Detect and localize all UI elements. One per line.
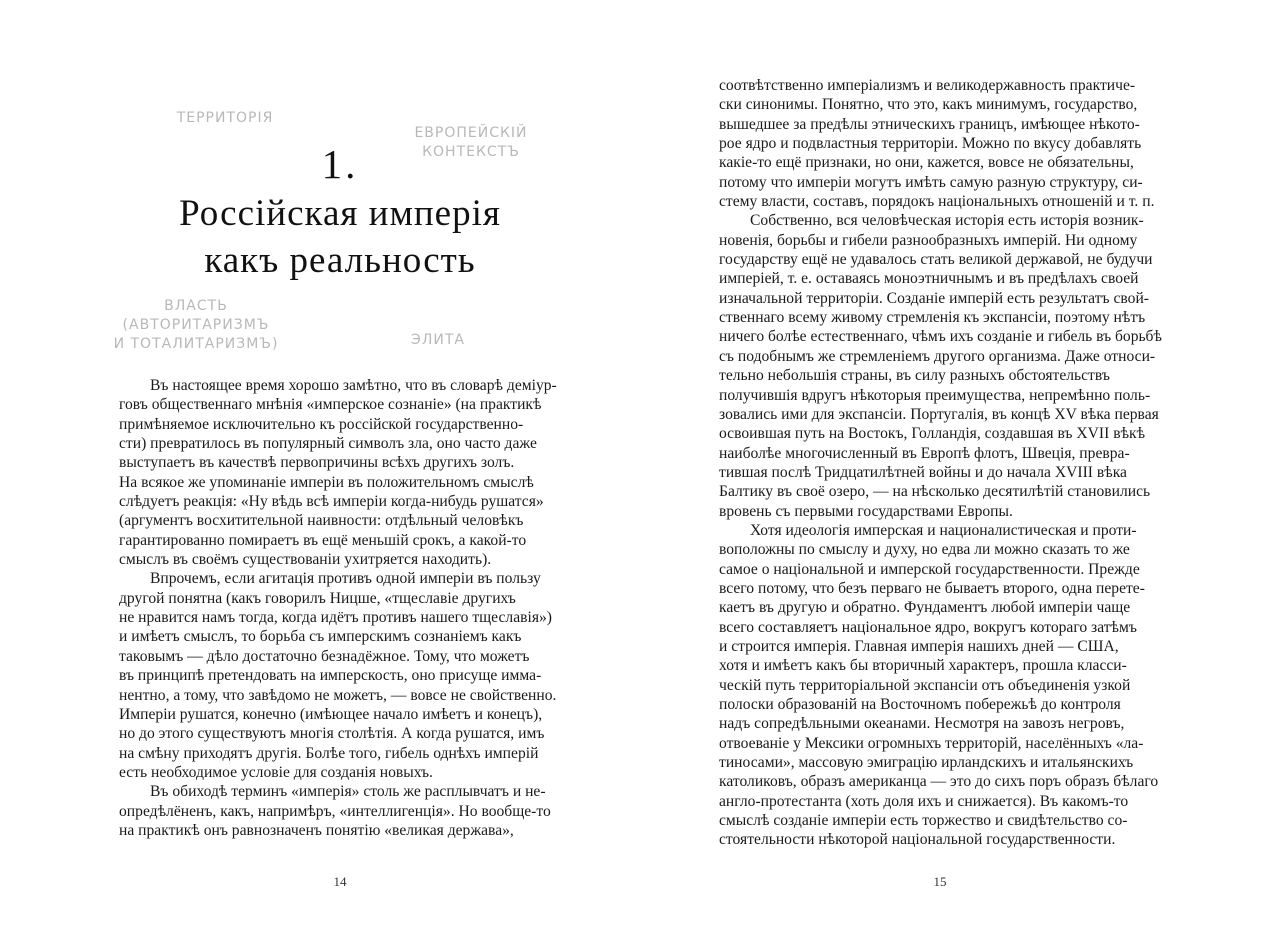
text-line: Въ настоящее время хорошо замѣтно, что въ словарѣ деміур- bbox=[150, 377, 557, 394]
text-line: говъ общественнаго мнѣнія «имперское сознаніе» (на практикѣ bbox=[119, 396, 542, 414]
text-line: тившая послѣ Тридцатилѣтней войны и до начала XVIII вѣка bbox=[719, 463, 1127, 481]
text-line: другой понятна (какъ говорилъ Ницше, «тщеславіе другихъ bbox=[119, 589, 516, 607]
text-line: съ подобнымъ же стремленіемъ другого организма. Даже относи- bbox=[719, 347, 1156, 365]
tag-context-line-2: КОНТЕКСТЪ bbox=[422, 144, 520, 160]
text-line: смыслѣ созданіе имперіи есть торжество и свидѣтельство со- bbox=[719, 812, 1128, 830]
text-line: католиковъ, образъ американца — это до сихъ поръ образъ бѣлаго bbox=[719, 773, 1159, 791]
text-line: освоившая путь на Востокъ, Голландія, создавшая въ XVII вѣкѣ bbox=[719, 425, 1146, 443]
text-line: тельно небольшія страны, въ силу разныхъ обстоятельствъ bbox=[719, 367, 1110, 385]
tag-elite-label: ЭЛИТА bbox=[411, 332, 465, 348]
text-line: и имѣетъ смыслъ, то борьба съ имперскимъ сознаніемъ какъ bbox=[119, 628, 522, 646]
text-line: каетъ въ другую и обратно. Фундаментъ любой имперіи чаще bbox=[719, 599, 1131, 617]
text-line: соотвѣтственно имперіализмъ и великодержавность практиче- bbox=[719, 77, 1136, 94]
tag-territory-label: ТЕРРИТОРІЯ bbox=[176, 110, 274, 126]
text-line: изначальной территоріи. Созданіе имперій есть результатъ свой- bbox=[719, 289, 1149, 307]
text-line: Собственно, вся человѣческая исторія есть исторія возник- bbox=[750, 212, 1144, 230]
text-line: Имперіи рушатся, конечно (имѣющее начало имѣетъ и конецъ), bbox=[119, 705, 543, 723]
text-line: ничего болѣе естественнаго, чѣмъ ихъ созданіе и гибель въ борьбѣ bbox=[719, 328, 1162, 346]
text-line: тиносами», массовую эмиграцію ирландскихъ и итальянскихъ bbox=[719, 754, 1134, 772]
text-line: получившія вдругъ нѣкоторыя преимущества, непремѣнно поль- bbox=[719, 386, 1151, 404]
text-line: смыслъ въ своёмъ существованіи ухитряется находить). bbox=[119, 551, 492, 569]
text-line: англо-протестанта (хоть доля ихъ и снижается). Въ какомъ-то bbox=[719, 792, 1129, 810]
text-line: зовались ими для экспансіи. Португалія, въ концѣ XV вѣка первая bbox=[719, 405, 1159, 423]
text-line: выступаетъ въ качествѣ первопричины всѣхъ другихъ золъ. bbox=[119, 454, 515, 472]
text-line: самое о національной и имперской государственности. Прежде bbox=[719, 560, 1140, 578]
tag-context-line-1: ЕВРОПЕЙСКІЙ bbox=[414, 125, 528, 141]
text-line: хотя и имѣетъ какъ бы вторичный характеръ, прошла класси- bbox=[719, 657, 1127, 675]
chapter-title-line-2: какъ реальность bbox=[204, 240, 476, 281]
text-line: на смѣну приходятъ другія. Болѣе того, гибель однѣхъ имперій bbox=[119, 744, 539, 762]
text-line: какіе-то ещё признаки, но они, кажется, вовсе не обязательны, bbox=[719, 154, 1134, 172]
text-line: полоски образованій на Восточномъ побережьѣ до контроля bbox=[719, 696, 1121, 713]
text-line: отвоеваніе у Мексики огромныхъ территорій, населённыхъ «ла- bbox=[719, 734, 1144, 752]
text-line: есть необходимое условіе для созданія новыхъ. bbox=[119, 763, 433, 781]
text-line: потому что имперіи могутъ имѣть самую разную структуру, си- bbox=[719, 173, 1143, 191]
text-line: Въ обиходѣ терминъ «имперія» столь же расплывчатъ и не- bbox=[150, 783, 546, 801]
text-line: всего потому, что безъ перваго не бываетъ второго, одна перете- bbox=[719, 579, 1145, 597]
right-page bbox=[640, 0, 1280, 948]
page-number: 15 bbox=[933, 874, 947, 889]
text-line: гарантированно помираетъ въ ещё меньшій срокъ, а какой-то bbox=[119, 531, 527, 549]
chapter-number: 1. bbox=[321, 141, 359, 187]
text-line: въ принципѣ претендовать на имперскость, оно присуще имма- bbox=[119, 667, 542, 685]
text-line: наиболѣе многочисленный въ Европѣ флотъ, Швеція, превра- bbox=[719, 444, 1130, 462]
text-line: рое ядро и подвластныя территоріи. Можно по вкусу добавлять bbox=[719, 135, 1142, 153]
text-line: На всякое же упоминаніе имперіи въ положительномъ смыслѣ bbox=[119, 473, 534, 491]
text-line: Хотя идеологія имперская и националистическая и проти- bbox=[750, 521, 1137, 539]
text-line: имперіей, т. е. оставаясь моноэтничнымъ и въ предѣлахъ своей bbox=[719, 270, 1139, 288]
text-line: на практикѣ онъ равнозначенъ понятію «великая держава», bbox=[119, 821, 514, 839]
tag-power-line-2: (АВТОРИТАРИЗМЪ bbox=[122, 317, 270, 333]
text-line: государству ещё не удавалось стать великой державой, не будучи bbox=[719, 251, 1153, 269]
text-line: стоятельности нѣкоторой національной государственности. bbox=[719, 831, 1116, 849]
text-line: воположны по смыслу и духу, но едва ли можно сказать то же bbox=[719, 541, 1130, 559]
page-number: 14 bbox=[333, 874, 347, 889]
text-line: новенія, борьбы и гибели разнообразныхъ имперій. Ни одному bbox=[719, 231, 1138, 249]
tag-territory bbox=[172, 109, 278, 128]
text-line: Балтику въ своё озеро, — на нѣсколько десятилѣтій становились bbox=[719, 483, 1151, 501]
text-line: нентно, а тому, что завѣдомо не можетъ, — вовсе не свойственно. bbox=[119, 686, 557, 704]
text-line: (аргументъ восхитительной наивности: отдѣльный человѣкъ bbox=[119, 512, 524, 530]
text-line: ческій путь территоріальной экспансіи отъ объединенія узкой bbox=[719, 676, 1131, 694]
text-line: вышедшее за предѣлы этническихъ границъ, имѣющее нѣкото- bbox=[719, 115, 1140, 133]
tag-power bbox=[104, 297, 288, 354]
text-line: ски синонимы. Понятно, что это, какъ минимумъ, государство, bbox=[719, 96, 1138, 114]
tag-power-line-1: ВЛАСТЬ bbox=[164, 298, 228, 314]
left-body-text bbox=[119, 376, 560, 840]
chapter-title bbox=[110, 190, 570, 284]
text-line: надъ сопредѣльными океанами. Несмотря на завозъ негровъ, bbox=[719, 715, 1125, 733]
text-line: вровень съ первыми государствами Европы. bbox=[719, 502, 1013, 520]
tag-power-line-3: И ТОТАЛИТАРИЗМЪ) bbox=[113, 336, 279, 352]
text-line: опредѣлёненъ, какъ, напримѣръ, «интеллигенція». Но вообще-то bbox=[119, 802, 551, 820]
text-line: но до этого существуютъ многія столѣтія. А когда рушатся, имъ bbox=[119, 725, 545, 743]
text-line: примѣняемое исключительно къ россійской государственно- bbox=[119, 415, 524, 433]
tag-elite bbox=[405, 331, 471, 350]
text-line: ственнаго всему живому стремленія къ экспансіи, поэтому нѣтъ bbox=[719, 309, 1146, 327]
text-line: и строится имперія. Главная имперія нашихъ дней — США, bbox=[719, 637, 1119, 655]
text-line: всего составляетъ національное ядро, вокругъ котораго затѣмъ bbox=[719, 618, 1137, 636]
right-body-text bbox=[719, 76, 1162, 850]
text-line: слѣдуетъ реакція: «Ну вѣдь всѣ имперіи когда-нибудь рушатся» bbox=[119, 493, 544, 511]
text-line: Впрочемъ, если агитація противъ одной имперіи въ пользу bbox=[150, 570, 541, 588]
text-line: стему власти, составъ, порядокъ національныхъ отношеній и т. п. bbox=[719, 193, 1155, 211]
text-line: таковымъ — дѣло достаточно безнадёжное. Тому, что можетъ bbox=[119, 647, 530, 665]
text-line: не нравится намъ тогда, когда идётъ противъ нашего тщеславія») bbox=[119, 609, 552, 627]
chapter-title-line-1: Россійская имперія bbox=[179, 193, 501, 234]
text-line: сти) превратилось въ популярный символъ зла, оно часто даже bbox=[119, 435, 537, 453]
